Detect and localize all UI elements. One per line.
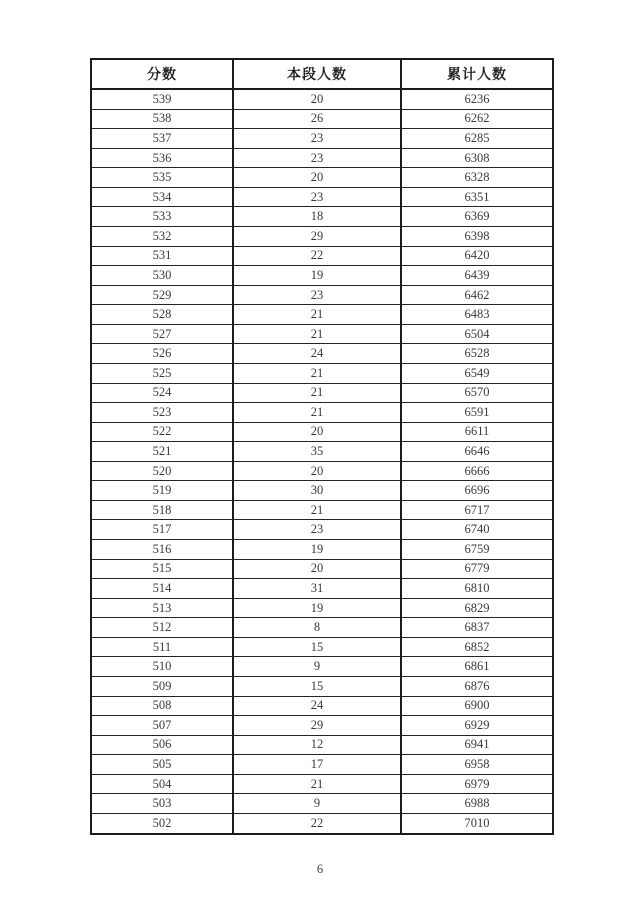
table-row bbox=[91, 559, 553, 579]
table-row bbox=[91, 696, 553, 716]
score-distribution-table bbox=[90, 58, 554, 835]
table-row bbox=[91, 442, 553, 462]
table-row bbox=[91, 148, 553, 168]
table-row bbox=[91, 422, 553, 442]
segment-count-cell: 31 bbox=[233, 579, 401, 599]
score-cell: 508 bbox=[91, 696, 233, 716]
segment-count-cell: 15 bbox=[233, 676, 401, 696]
score-cell: 503 bbox=[91, 794, 233, 814]
score-cell: 535 bbox=[91, 168, 233, 188]
cumulative-count-cell: 6420 bbox=[401, 246, 553, 266]
table-row bbox=[91, 305, 553, 325]
table-row bbox=[91, 579, 553, 599]
cumulative-count-cell: 6852 bbox=[401, 637, 553, 657]
segment-count-cell: 9 bbox=[233, 657, 401, 677]
segment-count-cell: 29 bbox=[233, 716, 401, 736]
cumulative-count-cell: 6351 bbox=[401, 187, 553, 207]
cumulative-count-cell: 6941 bbox=[401, 735, 553, 755]
segment-count-cell: 8 bbox=[233, 618, 401, 638]
table-row bbox=[91, 598, 553, 618]
segment-count-cell: 24 bbox=[233, 344, 401, 364]
score-cell: 527 bbox=[91, 324, 233, 344]
cumulative-count-cell: 6666 bbox=[401, 461, 553, 481]
cumulative-count-cell: 6285 bbox=[401, 129, 553, 149]
cumulative-count-cell: 6328 bbox=[401, 168, 553, 188]
table-body bbox=[91, 89, 553, 834]
table-row bbox=[91, 716, 553, 736]
score-cell: 534 bbox=[91, 187, 233, 207]
table-row bbox=[91, 129, 553, 149]
table-row bbox=[91, 676, 553, 696]
cumulative-count-cell: 6779 bbox=[401, 559, 553, 579]
score-cell: 539 bbox=[91, 89, 233, 109]
cumulative-count-cell: 6696 bbox=[401, 481, 553, 501]
table-row bbox=[91, 227, 553, 247]
score-cell: 519 bbox=[91, 481, 233, 501]
segment-count-cell: 19 bbox=[233, 598, 401, 618]
document-page-body bbox=[90, 58, 554, 835]
table-row bbox=[91, 109, 553, 129]
segment-count-cell: 21 bbox=[233, 403, 401, 423]
table-row bbox=[91, 168, 553, 188]
cumulative-count-cell: 6308 bbox=[401, 148, 553, 168]
segment-count-cell: 22 bbox=[233, 246, 401, 266]
score-cell: 512 bbox=[91, 618, 233, 638]
cumulative-count-cell: 6528 bbox=[401, 344, 553, 364]
segment-count-cell: 29 bbox=[233, 227, 401, 247]
score-cell: 510 bbox=[91, 657, 233, 677]
segment-count-cell: 21 bbox=[233, 774, 401, 794]
cumulative-count-cell: 6876 bbox=[401, 676, 553, 696]
score-cell: 517 bbox=[91, 520, 233, 540]
score-cell: 524 bbox=[91, 383, 233, 403]
cumulative-count-cell: 6717 bbox=[401, 500, 553, 520]
cumulative-count-cell: 6861 bbox=[401, 657, 553, 677]
cumulative-count-cell: 6759 bbox=[401, 540, 553, 560]
segment-count-cell: 21 bbox=[233, 305, 401, 325]
segment-count-cell: 23 bbox=[233, 129, 401, 149]
score-cell: 509 bbox=[91, 676, 233, 696]
score-cell: 505 bbox=[91, 755, 233, 775]
segment-count-cell: 12 bbox=[233, 735, 401, 755]
cumulative-count-cell: 6398 bbox=[401, 227, 553, 247]
segment-count-cell: 20 bbox=[233, 422, 401, 442]
score-cell: 511 bbox=[91, 637, 233, 657]
score-cell: 528 bbox=[91, 305, 233, 325]
table-row bbox=[91, 383, 553, 403]
segment-count-cell: 20 bbox=[233, 89, 401, 109]
cumulative-count-cell: 6611 bbox=[401, 422, 553, 442]
table-row bbox=[91, 207, 553, 227]
score-cell: 520 bbox=[91, 461, 233, 481]
table-row bbox=[91, 363, 553, 383]
segment-count-cell: 22 bbox=[233, 813, 401, 834]
cumulative-count-cell: 6646 bbox=[401, 442, 553, 462]
segment-count-cell: 21 bbox=[233, 383, 401, 403]
cumulative-count-cell: 6262 bbox=[401, 109, 553, 129]
table-row bbox=[91, 344, 553, 364]
cumulative-count-cell: 6462 bbox=[401, 285, 553, 305]
score-cell: 536 bbox=[91, 148, 233, 168]
cumulative-count-cell: 6504 bbox=[401, 324, 553, 344]
segment-count-cell: 24 bbox=[233, 696, 401, 716]
table-row bbox=[91, 794, 553, 814]
score-cell: 507 bbox=[91, 716, 233, 736]
score-cell: 516 bbox=[91, 540, 233, 560]
segment-count-cell: 21 bbox=[233, 324, 401, 344]
table-row bbox=[91, 500, 553, 520]
segment-count-cell: 19 bbox=[233, 540, 401, 560]
cumulative-count-cell: 6979 bbox=[401, 774, 553, 794]
segment-count-cell: 30 bbox=[233, 481, 401, 501]
score-cell: 518 bbox=[91, 500, 233, 520]
segment-count-cell: 9 bbox=[233, 794, 401, 814]
header-segment-count: 本段人数 bbox=[233, 59, 401, 89]
cumulative-count-cell: 6829 bbox=[401, 598, 553, 618]
table-row bbox=[91, 481, 553, 501]
cumulative-count-cell: 6591 bbox=[401, 403, 553, 423]
segment-count-cell: 23 bbox=[233, 148, 401, 168]
table-row bbox=[91, 285, 553, 305]
score-cell: 504 bbox=[91, 774, 233, 794]
table-row bbox=[91, 657, 553, 677]
segment-count-cell: 20 bbox=[233, 168, 401, 188]
score-cell: 537 bbox=[91, 129, 233, 149]
score-cell: 529 bbox=[91, 285, 233, 305]
segment-count-cell: 23 bbox=[233, 187, 401, 207]
cumulative-count-cell: 6570 bbox=[401, 383, 553, 403]
page-number: 6 bbox=[316, 862, 324, 876]
table-row bbox=[91, 755, 553, 775]
segment-count-cell: 20 bbox=[233, 559, 401, 579]
cumulative-count-cell: 6837 bbox=[401, 618, 553, 638]
cumulative-count-cell: 6439 bbox=[401, 266, 553, 286]
score-cell: 538 bbox=[91, 109, 233, 129]
score-cell: 525 bbox=[91, 363, 233, 383]
table-row bbox=[91, 89, 553, 109]
score-cell: 514 bbox=[91, 579, 233, 599]
table-row bbox=[91, 540, 553, 560]
cumulative-count-cell: 6988 bbox=[401, 794, 553, 814]
segment-count-cell: 35 bbox=[233, 442, 401, 462]
score-cell: 530 bbox=[91, 266, 233, 286]
segment-count-cell: 23 bbox=[233, 520, 401, 540]
segment-count-cell: 26 bbox=[233, 109, 401, 129]
table-row bbox=[91, 187, 553, 207]
table-row bbox=[91, 735, 553, 755]
segment-count-cell: 20 bbox=[233, 461, 401, 481]
table-row bbox=[91, 520, 553, 540]
table-row bbox=[91, 246, 553, 266]
score-cell: 515 bbox=[91, 559, 233, 579]
cumulative-count-cell: 6549 bbox=[401, 363, 553, 383]
header-score: 分数 bbox=[91, 59, 233, 89]
table-row bbox=[91, 813, 553, 834]
segment-count-cell: 21 bbox=[233, 500, 401, 520]
table-header-row bbox=[91, 59, 553, 89]
segment-count-cell: 17 bbox=[233, 755, 401, 775]
score-cell: 523 bbox=[91, 403, 233, 423]
segment-count-cell: 19 bbox=[233, 266, 401, 286]
cumulative-count-cell: 6958 bbox=[401, 755, 553, 775]
score-cell: 502 bbox=[91, 813, 233, 834]
table-row bbox=[91, 774, 553, 794]
score-cell: 526 bbox=[91, 344, 233, 364]
score-cell: 521 bbox=[91, 442, 233, 462]
table-row bbox=[91, 266, 553, 286]
cumulative-count-cell: 6810 bbox=[401, 579, 553, 599]
header-cumulative-count: 累计人数 bbox=[401, 59, 553, 89]
table-row bbox=[91, 461, 553, 481]
score-cell: 531 bbox=[91, 246, 233, 266]
cumulative-count-cell: 6740 bbox=[401, 520, 553, 540]
cumulative-count-cell: 6483 bbox=[401, 305, 553, 325]
table-row bbox=[91, 637, 553, 657]
segment-count-cell: 18 bbox=[233, 207, 401, 227]
score-cell: 506 bbox=[91, 735, 233, 755]
table-row bbox=[91, 403, 553, 423]
score-cell: 533 bbox=[91, 207, 233, 227]
cumulative-count-cell: 6900 bbox=[401, 696, 553, 716]
segment-count-cell: 15 bbox=[233, 637, 401, 657]
cumulative-count-cell: 6369 bbox=[401, 207, 553, 227]
cumulative-count-cell: 6236 bbox=[401, 89, 553, 109]
score-cell: 513 bbox=[91, 598, 233, 618]
score-cell: 532 bbox=[91, 227, 233, 247]
cumulative-count-cell: 7010 bbox=[401, 813, 553, 834]
segment-count-cell: 23 bbox=[233, 285, 401, 305]
cumulative-count-cell: 6929 bbox=[401, 716, 553, 736]
table-row bbox=[91, 618, 553, 638]
table-row bbox=[91, 324, 553, 344]
score-cell: 522 bbox=[91, 422, 233, 442]
segment-count-cell: 21 bbox=[233, 363, 401, 383]
